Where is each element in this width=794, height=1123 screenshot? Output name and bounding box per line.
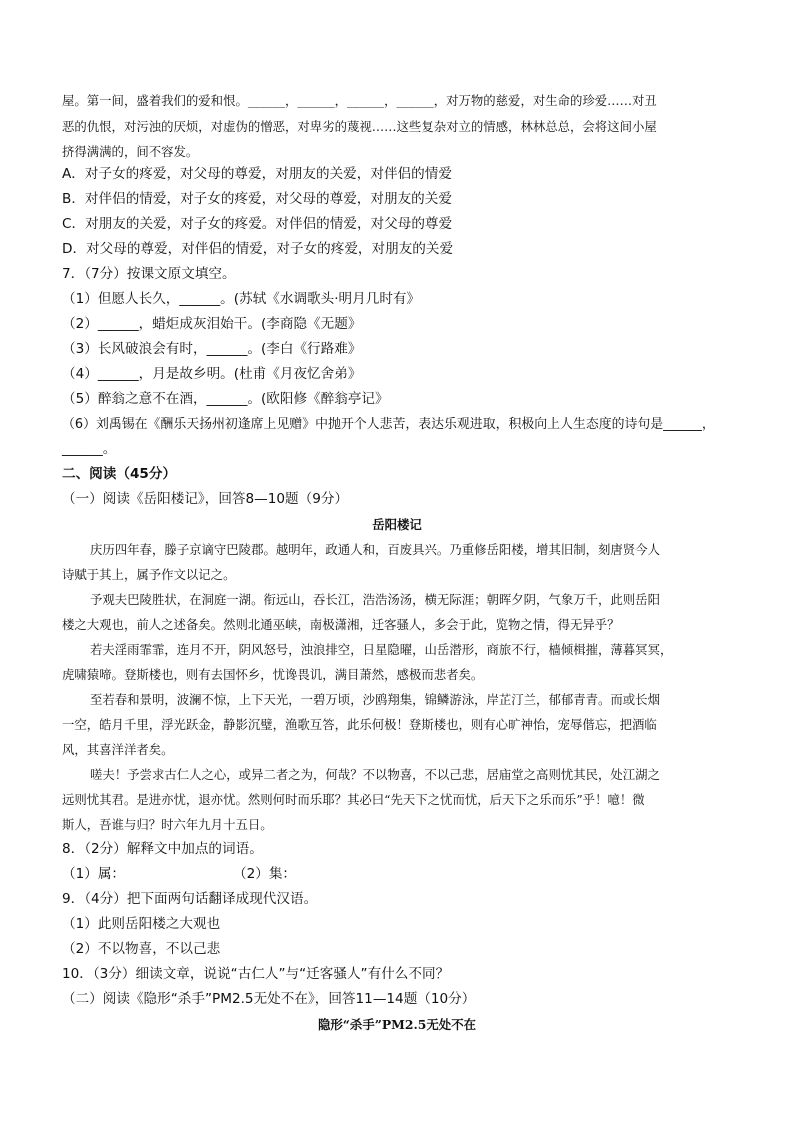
text-line: 若夫淫雨霏霏，连月不开，阴风怒号，浊浪排空，日星隐曜，山岳潜形，商旅不行，樯倾楫摧，薄暮冥冥， [90,642,673,657]
option-b: B．对伴侣的情爱，对子女的疼爱，对父母的尊爱，对朋友的关爱 [62,191,452,207]
text-line: 楼之大观也，前人之述备矣。然则北通巫峡，南极潇湘，迁客骚人，多会于此，览物之情，得无异乎？ [62,617,620,632]
question-9: 9．（4分）把下面两句话翻译成现代汉语。 [62,891,318,907]
passage-line: 恶的仇恨，对污浊的厌烦，对虚伪的憎恶，对卑劣的蔑视……这些复杂对立的情感，林林总总，会将这间小屋 [62,119,657,134]
text-line: 庆历四年春，滕子京谪守巴陵郡。越明年，政通人和，百废具兴。乃重修岳阳楼，增其旧制，刻唐贤今人 [90,542,660,557]
option-c: C．对朋友的关爱，对子女的疼爱。对伴侣的情爱，对父母的尊爱 [62,216,453,232]
text-line: 远则忧其君。是进亦忧，退亦忧。然则何时而乐耶？其必曰“先天下之忧而忧，后天下之乐而乐”乎！噫！微 [62,792,645,807]
text-line: 嗟夫！予尝求古仁人之心，或异二者之为，何哉？不以物喜，不以己悲，居庙堂之高则忧其民，处江湖之 [90,767,660,782]
question-7-item: （3）长风破浪会有时，______。(李白《行路难》 [62,341,362,357]
section-heading: 二、阅读（45分） [62,466,177,482]
part-2-intro: （二）阅读《隐形“杀手”PM2.5无处不在》，回答11—14题（10分） [62,991,476,1007]
text-line: 斯人，吾谁与归？时六年九月十五日。 [62,817,273,832]
text-line: 至若春和景明，波澜不惊，上下天光，一碧万顷，沙鸥翔集，锦鳞游泳，岸芷汀兰，郁郁青青。而或长烟 [90,692,660,707]
question-8-item: （2）集： [233,866,297,882]
text-line: 虎啸猿啼。登斯楼也，则有去国怀乡，忧谗畏讥，满目萧然，感极而悲者矣。 [62,667,484,682]
question-7-item: ______。 [62,441,117,457]
question-8-item: （1）属： [62,866,126,882]
question-7-item: （2）______，蜡炬成灰泪始干。(李商隐《无题》 [62,316,362,332]
question-7-item: （6）刘禹锡在《酬乐天扬州初逢席上见赠》中抛开个人悲苦，表达乐观进取，积极向上人生态度的诗句是______， [62,417,715,432]
question-7-item: （5）醉翁之意不在酒，______。(欧阳修《醉翁亭记》 [62,391,389,407]
text-line: 风，其喜洋洋者矣。 [62,742,174,757]
passage-line: 屋。第一间，盛着我们的爱和恨。______，______，______，______，对万物的慈爱，对生命的珍爱……对丑 [62,93,657,108]
question-7-stem: 7．（7分）按课文原文填空。 [62,266,236,282]
question-7-item: （1）但愿人长久，______。(苏轼《水调歌头·明月几时有》 [62,291,421,307]
question-7-item: （4）______，月是故乡明。(杜甫《月夜忆舍弟》 [62,366,362,382]
question-10: 10．（3分）细读文章，说说“古仁人”与“迁客骚人”有什么不同？ [62,966,450,982]
text-title: 岳阳楼记 [372,517,422,532]
option-a: A．对子女的疼爱，对父母的尊爱，对朋友的关爱，对伴侣的情爱 [62,166,452,182]
part-2-title: 隐形“杀手”PM2.5无处不在 [318,1017,476,1032]
question-9-item: （2）不以物喜，不以己悲 [62,941,221,957]
text-line: 予观夫巴陵胜状，在洞庭一湖。衔远山，吞长江，浩浩汤汤，横无际涯；朝晖夕阴，气象万千，此则岳阳 [90,592,660,607]
option-d: D．对父母的尊爱，对伴侣的情爱，对子女的疼爱，对朋友的关爱 [62,241,454,257]
question-9-item: （1）此则岳阳楼之大观也 [62,916,221,932]
question-8: 8．（2分）解释文中加点的词语。 [62,841,263,857]
text-line: 一空，皓月千里，浮光跃金，静影沉璧，渔歌互答，此乐何极！登斯楼也，则有心旷神怡，宠辱偕忘，把酒临 [62,717,657,732]
passage-line: 挤得满满的，间不容发。 [62,144,199,159]
text-line: 诗赋于其上，属予作文以记之。 [62,567,236,582]
part-1-intro: （一）阅读《岳阳楼记》，回答8—10题（9分） [62,491,349,507]
